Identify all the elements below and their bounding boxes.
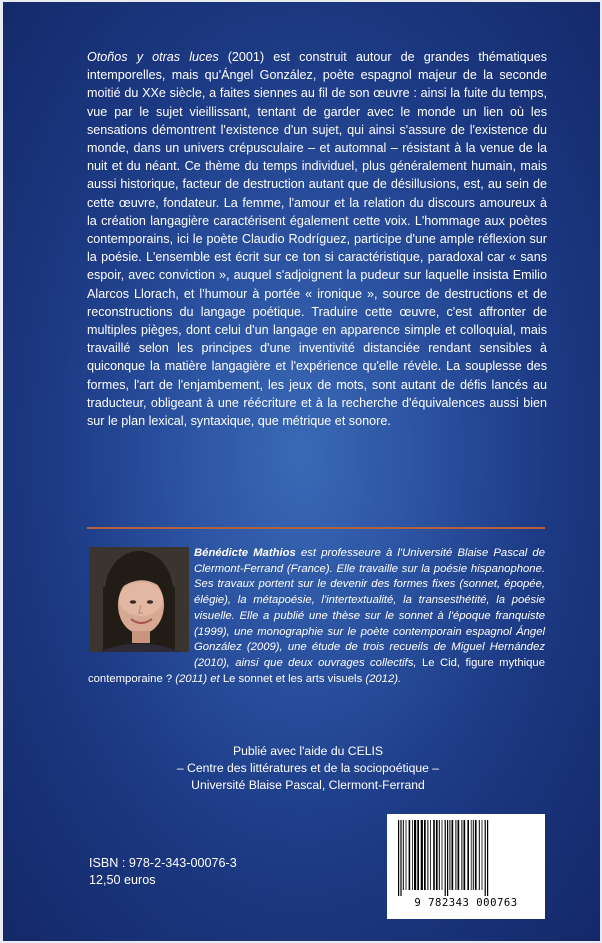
barcode-bar [421, 820, 423, 890]
barcode-bar [475, 820, 477, 890]
barcode-bar [482, 820, 483, 890]
barcode [387, 814, 545, 919]
author-name: Bénédicte Mathios [194, 547, 296, 559]
barcode-bar [427, 820, 428, 890]
barcode-bar [452, 820, 454, 890]
barcode-bar [398, 820, 399, 896]
barcode-bar [409, 820, 411, 890]
bio-text: est professeure à l'Université Blaise Pascal de Clermont-Ferrand (France). Elle travaille sur la poésie hispanophone. Ses travaux portent sur le devenir des formes fixes (sonnet, épopée, élégie), la métapoésie, l'intertextualité, la transesthétité, la poésie visuelle. Elle a publié une thèse sur le sonnet à l'époque franquiste (1999), une monographie sur le poète contemporain espagnol Ángel González (2009), une étude de trois recueils de Miguel Hernández (2010), ainsi que deux ouvrages collectifs, [194, 547, 545, 669]
barcode-bar [458, 820, 460, 890]
barcode-bar [449, 820, 450, 890]
barcode-bar [406, 820, 407, 890]
isbn-number: ISBN : 978-2-343-00076-3 [89, 856, 237, 870]
barcode-bar [417, 820, 419, 890]
barcode-bar [433, 820, 435, 890]
blurb-body: (2001) est construit autour de grandes thématiques intemporelles, mais qu'Ángel González, poète espagnol majeur de la seconde moitié du XXe siècle, a faites siennes au fil de son œuvre : ainsi la fuite du temps, vue par le sujet vieillissant, tentant de garder avec le monde un lien où les sensations démontrent l'existence d'un sujet, qui ainsi s'assure de l'existence du monde, dans un univers crépusculaire – et automnal – résistant à la venue de la nuit et du néant. Ce thème du temps individuel, plus généralement humain, mais aussi historique, facteur de destruction autant que de désillusions, est, au sein de cette œuvre, fondateur. La femme, l'amour et la relation du discours amoureux à la création langagière caractérisent également cette voix. L'hommage aux poètes contemporains, ici le poète Claudio Rodríguez, participe d'une ample réflexion sur la poésie. L'ensemble est écrit sur ce ton si caractéristique, paradoxal car « sans espoir, avec conviction », auquel s'adjoignent la pudeur sur laquelle insista Emilio Alarcos Llorach, et l'humour à portée « ironique », source de destructions et de reconstructions du langage poétique. Traduire cette œuvre, c'est affronter de multiples pièges, dont celui d'un langage en apparence simple et colloquial, mais travaillé selon les principes d'une inventivité distanciée rendant sensibles à quiconque la matière langagière et l'expérience qu'elle révèle. La souplesse des formes, l'art de l'enjambement, les jeux de mots, sont autant de défis lancés au traducteur, obligeant à une réécriture et à la recherche d'équivalences aussi bien sur le plan lexical, syntaxique, que métrique et sonore. [87, 50, 547, 429]
credit-line-2: – Centre des littératures et de la sociopoétique – [176, 761, 440, 775]
barcode-bar [467, 820, 469, 890]
barcode-bar [414, 820, 416, 890]
bio-year-1: (2011) et [172, 672, 223, 685]
publication-credit [153, 743, 463, 794]
barcode-bar [461, 820, 462, 890]
bio-work-2: Le sonnet et les arts visuels [222, 672, 363, 685]
barcode-bar [436, 820, 438, 890]
barcode-bar [455, 820, 456, 890]
bio-work-1: Le Cid, figure mythique contemporaine ? [88, 656, 546, 685]
barcode-bar [445, 820, 446, 896]
barcode-bar [487, 820, 488, 896]
book-title: Otoños y otras luces [87, 50, 219, 64]
barcode-bar [439, 820, 440, 890]
bio-year-2: (2012). [362, 672, 402, 685]
price: 12,50 euros [89, 873, 156, 887]
barcode-bar [430, 820, 431, 890]
barcode-bar [412, 820, 413, 890]
barcode-bar [424, 820, 426, 890]
barcode-digits: 9 782343 000763 [414, 897, 518, 909]
photo-spacer [88, 546, 194, 656]
barcode-bar [442, 820, 443, 890]
isbn-block [89, 855, 237, 889]
barcode-bar [485, 820, 486, 896]
barcode-bar [479, 820, 480, 890]
credit-line-1: Publié avec l'aide du CELIS [232, 744, 384, 758]
barcode-bar [400, 820, 401, 896]
barcode-bar [447, 820, 448, 896]
barcode-bar [403, 820, 404, 890]
barcode-bar [471, 820, 472, 890]
barcode-bars [394, 820, 538, 896]
barcode-bar [464, 820, 466, 890]
divider-rule [87, 527, 545, 529]
credit-line-3: Université Blaise Pascal, Clermont-Ferrand [191, 778, 425, 792]
barcode-bar [473, 820, 474, 890]
blurb-text [87, 48, 547, 430]
author-bio [88, 546, 545, 687]
